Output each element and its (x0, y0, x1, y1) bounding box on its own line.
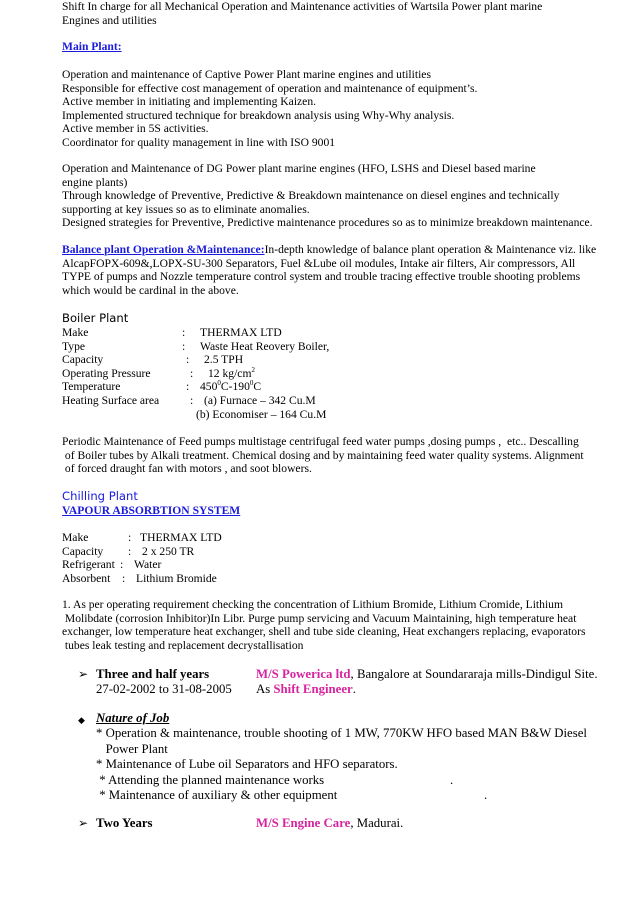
dg-line: engine plants) (62, 175, 128, 189)
main-plant-heading (62, 40, 622, 54)
nature-item: * Maintenance of Lube oil Separators and HFO separators. (96, 757, 398, 772)
boiler-spec-table (62, 326, 622, 421)
chilling-row (62, 531, 622, 545)
boiler-sep: : (186, 353, 190, 367)
boiler-value: (b) Economiser – 164 Cu.M (196, 407, 327, 421)
chilling-sep: : (128, 531, 132, 544)
nature-item: Power Plant (96, 741, 168, 756)
nature-block (96, 711, 626, 803)
dg-line: Through knowledge of Preventive, Predictive & Breakdown maintenance on diesel engines and technically (62, 189, 560, 203)
main-plant-line: Coordinator for quality management in line with ISO 9001 (62, 135, 336, 149)
temp-c: C (253, 380, 262, 394)
job2-block (96, 816, 626, 831)
arrow-bullet-icon: ➢ (78, 667, 89, 681)
main-plant-title: Main Plant: (62, 40, 122, 53)
intro-line: Shift In charge for all Mechanical Operation and Maintenance activities of Wartsila Power plant marine (62, 0, 543, 13)
job2-row (96, 816, 626, 831)
chilling-row (62, 572, 622, 586)
chilling-value: THERMAX LTD (140, 531, 222, 544)
main-plant-line: Active member in initiating and implementing Kaizen. (62, 95, 317, 109)
dg-line: Operation and Maintenance of DG Power plant marine engines (HFO, LSHS and Diesel based marine (62, 162, 536, 175)
main-plant-line: Operation and maintenance of Captive Power Plant marine engines and utilities (62, 68, 431, 81)
boiler-sep: : (182, 339, 186, 353)
requirement-block (62, 598, 622, 652)
boiler-value: THERMAX LTD (200, 326, 282, 339)
chilling-row (62, 545, 622, 559)
chilling-subtitle: VAPOUR ABSORBTION SYSTEM (62, 503, 241, 517)
chilling-value: 2 x 250 TR (142, 544, 195, 558)
requirement-line: exchanger, low temperature heat exchanger, shell and tube side cleaning, Heat exchangers replacing, evaporators (62, 625, 586, 639)
requirement-line: tubes leak testing and replacement decrystallisation (62, 638, 304, 652)
chilling-title: Chilling Plant (62, 489, 138, 503)
chilling-label: Capacity (62, 544, 104, 558)
dg-plant-list (62, 162, 622, 230)
boiler-value: (a) Furnace – 342 Cu.M (204, 393, 316, 407)
chilling-label: Absorbent (62, 571, 111, 585)
balance-plant-line: AlcapFOPX-609&,LOPX-SU-300 Separators, Fuel &Lube oil modules, Intake air filters, Air compressors, All (62, 256, 576, 270)
temp-sup-a: 0 (217, 379, 221, 388)
temp-b: C-190 (220, 380, 250, 394)
job1-role: Shift Engineer (273, 682, 353, 697)
main-plant-line: Responsible for effective cost management of operation and maintenance of equipment’s. (62, 81, 478, 95)
boiler-sep: : (190, 393, 194, 407)
diamond-bullet-icon: ◆ (78, 715, 85, 725)
balance-plant-intro: In-depth knowledge of balance plant operation & Maintenance viz. like (264, 243, 597, 256)
boiler-value (200, 380, 261, 394)
job1-row (96, 682, 626, 697)
nature-title: Nature of Job (96, 711, 170, 725)
boiler-label: Operating Pressure (62, 366, 151, 380)
job1-duration: Three and half years (96, 667, 210, 681)
pressure-sup: 2 (251, 365, 255, 374)
boiler-heading (62, 312, 622, 326)
nature-row (96, 788, 626, 803)
chilling-label: Refrigerant (62, 558, 115, 572)
job2-location: , Madurai. (350, 816, 404, 830)
pressure-value: 12 kg/cm (208, 366, 252, 380)
boiler-value (208, 367, 255, 381)
nature-trailing-dot: . (450, 772, 454, 787)
job2-duration: Two Years (96, 816, 153, 830)
periodic-line: of forced draught fan with motors , and soot blowers. (62, 462, 312, 476)
chilling-sep: : (122, 571, 126, 585)
job1-as: As (256, 682, 274, 697)
boiler-row (62, 326, 622, 340)
boiler-value: 2.5 TPH (204, 353, 244, 367)
boiler-label: Heating Surface area (62, 393, 160, 407)
boiler-row (62, 394, 622, 408)
boiler-row (62, 353, 622, 367)
chilling-sep: : (120, 558, 124, 572)
chilling-heading-block (62, 490, 622, 517)
boiler-label: Make (62, 326, 89, 339)
boiler-row (62, 367, 622, 381)
chilling-spec-table (62, 531, 622, 585)
main-plant-line: Implemented structured technique for breakdown analysis using Why-Why analysis. (62, 108, 455, 122)
periodic-line: Periodic Maintenance of Feed pumps multistage centrifugal feed water pumps ,dosing pumps , etc.. Descalling (62, 435, 579, 448)
chilling-sep: : (128, 544, 132, 558)
dg-line: Designed strategies for Preventive, Predictive maintenance procedures so as to minimize breakdown maintenance. (62, 216, 593, 230)
chilling-label: Make (62, 531, 89, 544)
job2-company: M/S Engine Care (256, 816, 351, 830)
chilling-value: Lithium Bromide (136, 571, 217, 585)
job1-company: M/S Powerica ltd (256, 667, 351, 681)
temp-sup-b: 0 (249, 379, 254, 388)
nature-trailing-dot: . (484, 788, 488, 803)
chilling-row (62, 558, 622, 572)
job1-block (96, 667, 626, 698)
main-plant-line: Active member in 5S activities. (62, 122, 209, 136)
nature-item: * Operation & maintenance, trouble shooting of 1 MW, 770KW HFO based MAN B&W Diesel (96, 726, 587, 741)
boiler-value: Waste Heat Reovery Boiler, (200, 339, 330, 353)
nature-row (96, 773, 626, 788)
job1-location: , Bangalore at Soundararaja mills-Dindigul Site. (350, 667, 598, 681)
balance-plant-first-line (62, 243, 622, 257)
boiler-label: Capacity (62, 353, 104, 367)
balance-plant-line: TYPE of pumps and Nozzle temperature control system and trouble tracing effective trouble shooting problems (62, 270, 581, 284)
job1-dates: 27-02-2002 to 31-08-2005 (96, 682, 232, 697)
requirement-line: Molibdate (corrosion Inhibitor)In Libr. Purge pump servicing and Vacuum Maintaining, high temperature heat (62, 611, 577, 625)
boiler-spacer (62, 408, 196, 422)
boiler-sep: : (190, 366, 194, 380)
job1-row (96, 667, 626, 682)
boiler-row (62, 408, 622, 422)
requirement-line: 1. As per operating requirement checking the concentration of Lithium Bromide, Lithium Cromide, Lithium (62, 598, 563, 611)
boiler-row (62, 340, 622, 354)
intro-block (62, 0, 622, 27)
balance-plant-block (62, 243, 622, 297)
boiler-row (62, 380, 622, 394)
periodic-block (62, 435, 622, 476)
chilling-value: Water (134, 558, 162, 572)
boiler-title: Boiler Plant (62, 311, 129, 325)
periodic-line: of Boiler tubes by Alkali treatment. Chemical dosing and by maintaining feed water quality systems. Alignment (62, 448, 584, 462)
main-plant-list (62, 68, 622, 150)
temp-a: 450 (200, 380, 218, 394)
job1-role-end: . (352, 682, 356, 697)
nature-item: * Attending the planned maintenance works (96, 772, 325, 787)
dg-line: supporting at key issues so as to eliminate anomalies. (62, 202, 310, 216)
balance-plant-line: which would be cardinal in the above. (62, 283, 239, 297)
boiler-label: Type (62, 339, 86, 353)
boiler-sep: : (182, 326, 186, 339)
boiler-sep: : (186, 380, 190, 394)
boiler-label: Temperature (62, 380, 121, 394)
nature-item: * Maintenance of auxiliary & other equipment (96, 788, 338, 803)
intro-line: Engines and utilities (62, 13, 157, 27)
arrow-bullet-icon: ➢ (78, 816, 89, 830)
balance-plant-title: Balance plant Operation &Maintenance: (62, 243, 265, 256)
